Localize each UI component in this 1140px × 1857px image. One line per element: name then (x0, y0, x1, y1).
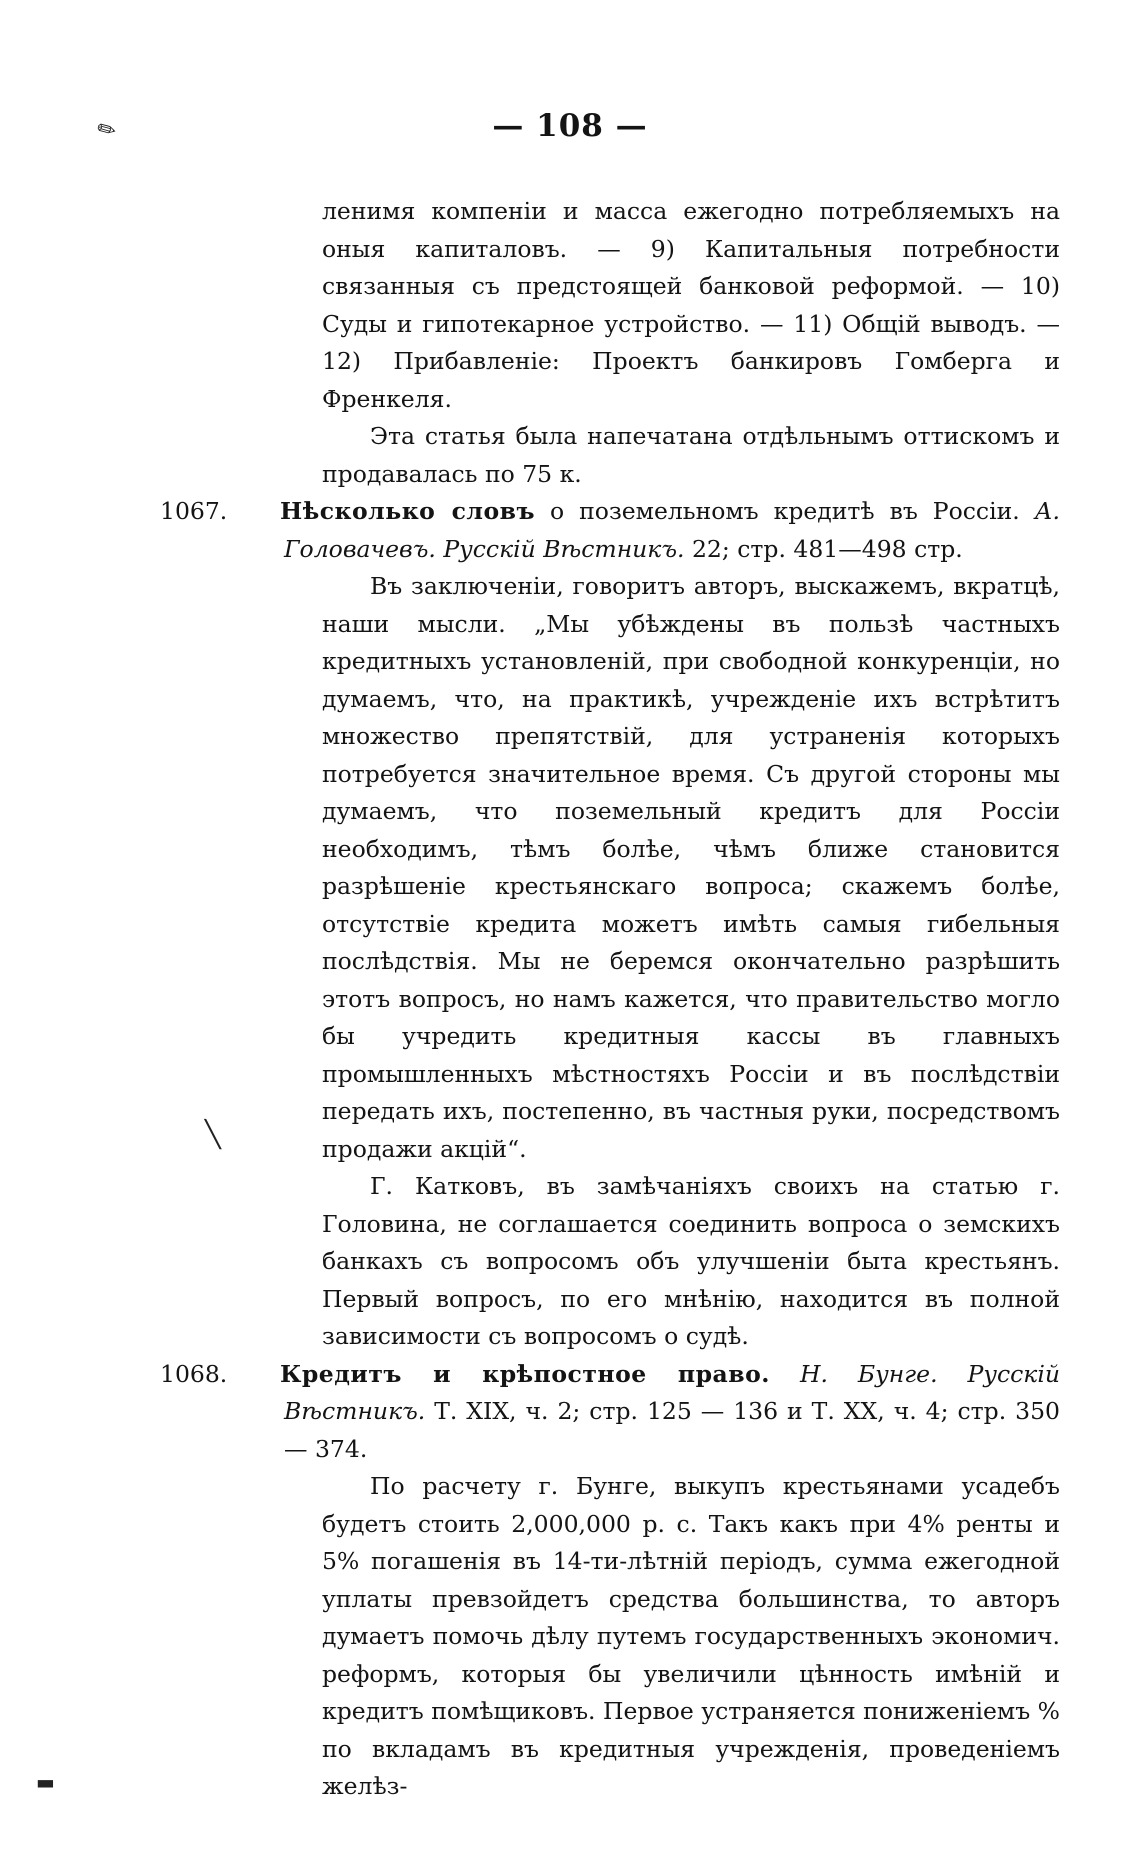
entry-author: А. Головачевъ. (284, 497, 1061, 563)
entry-text (770, 1360, 800, 1388)
scan-mark: ▬ (36, 1770, 55, 1794)
entry-title: Кредитъ и крѣпостное право. (280, 1359, 770, 1388)
bibliography-entry-1067 (160, 493, 1060, 568)
continued-paragraph (160, 193, 1060, 418)
entry-text: о поземельномъ кредитѣ въ Россіи. (534, 497, 1035, 525)
paragraph-text: ленимя компеніи и масса ежегодно потребляемыхъ на оныя капиталовъ. — 9) Капитальныя потребности связанныя съ предстоящей банковой реформой. — 10) Суды и гипотекарное устройство. — 11) Общій выводъ. — 12) Прибавленіе: Проектъ банкировъ Гомберга и Френкеля. (322, 197, 1060, 413)
entry-number: 1067. (160, 497, 228, 525)
entry-number: 1068. (160, 1359, 228, 1388)
bibliography-entry-1068 (160, 1356, 1060, 1469)
paragraph-text: Въ заключеніи, говоритъ авторъ, выскажемъ, вкратцѣ, наши мысли. „Мы убѣждены въ пользѣ частныхъ кредитныхъ установленій, при свободной конкуренціи, но думаемъ, что, на практикѣ, учрежденіе ихъ встрѣтитъ множество препятствій, для устраненія которыхъ потребуется значительное время. Съ другой стороны мы думаемъ, что поземельный кредитъ для Россіи необходимъ, тѣмъ болѣе, чѣмъ ближе становится разрѣшеніе крестьянскаго вопроса; скажемъ болѣе, отсутствіе кредита можетъ имѣть самыя гибельныя послѣдствія. Мы не беремся окончательно разрѣшить этотъ вопросъ, но намъ кажется, что правительство могло бы учредить кредитныя кассы въ главныхъ промышленныхъ мѣстностяхъ Россіи и въ послѣдствіи передать ихъ, постепенно, въ частныя руки, посредствомъ продажи акцій“. (322, 572, 1060, 1163)
paragraph-text: Г. Катковъ, въ замѣчаніяхъ своихъ на статью г. Головина, не соглашается соединить вопроса о земскихъ банкахъ съ вопросомъ объ улучшеніи быта крестьянъ. Первый вопросъ, по его мнѣнію, находится въ полной зависимости съ вопросомъ о судѣ. (322, 1172, 1060, 1350)
scan-mark: ╲ (205, 1120, 221, 1150)
paragraph-text: По расчету г. Бунге, выкупъ крестьянами усадебъ будетъ стоить 2,000,000 р. с. Такъ какъ при 4% ренты и 5% погашенія въ 14-ти-лѣтній періодъ, сумма ежегодной уплаты превзойдетъ средства большинства, то авторъ думаетъ помочь дѣлу путемъ государственныхъ экономич. реформъ, которыя бы увеличили цѣнность имѣній и кредитъ помѣщиковъ. Первое устраняется пониженіемъ % по вкладамъ въ кредитныя учрежденія, проведеніемъ желѣз- (322, 1472, 1060, 1800)
paragraph (160, 1468, 1060, 1806)
entry-author: Н. Бунге. (799, 1359, 938, 1388)
paragraph (160, 568, 1060, 1168)
entry-journal: Русскій Вѣстникъ. (443, 534, 685, 563)
paragraph (160, 1168, 1060, 1356)
paragraph-text: Эта статья была напечатана отдѣльнымъ оттискомъ и продавалась по 75 к. (322, 422, 1060, 488)
paragraph (160, 418, 1060, 493)
scan-mark: ✎ (92, 115, 122, 146)
entry-citation: Т. XIX, ч. 2; стр. 125 — 136 и Т. XX, ч. 4; стр. 350 — 374. (284, 1397, 1060, 1463)
page-number: — 108 — (492, 108, 648, 144)
entry-journal: Русскій Вѣстникъ. (284, 1359, 1060, 1425)
entry-title: Нѣсколько словъ (280, 497, 535, 525)
entry-citation: 22; стр. 481—498 стр. (684, 534, 963, 563)
text-column (160, 193, 1060, 1806)
